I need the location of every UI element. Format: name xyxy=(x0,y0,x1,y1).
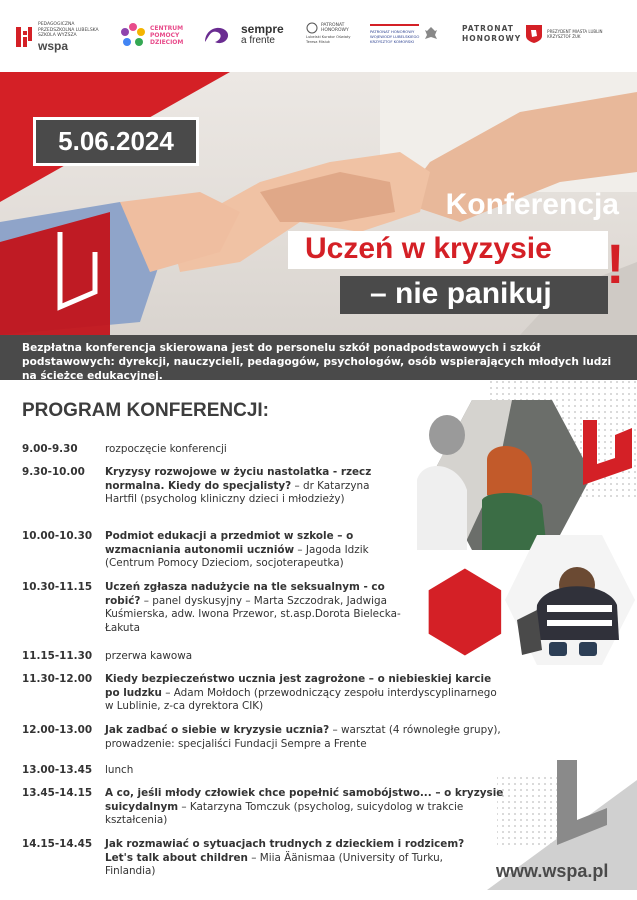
program-desc: rozpoczęcie konferencji xyxy=(105,443,227,455)
program-desc: – dr Katarzyna Hartfil (psycholog kliniczny dzieci i młodzieży) xyxy=(105,479,370,505)
cpd-line3: DZIECIOM xyxy=(150,38,184,46)
program-desc: – Katarzyna Tomczuk (psycholog, suicydolog w trakcie kształcenia) xyxy=(105,800,464,826)
cpd-line2: POMOCY xyxy=(150,31,180,39)
program-desc: – warsztat (4 równoległe grupy), prowadzenie: specjaliści Fundacji Sempre a Frente xyxy=(105,724,501,750)
title-konferencja: Konferencja xyxy=(445,188,619,221)
patronat2-line1: PATRONAT HONOROWY xyxy=(370,29,415,34)
program-desc: – panel dyskusyjny – Marta Szczodrak, Jadwiga Kuśmierska, adw. Iwona Przewor, st.asp.Dorota Bielecka-Łakuta xyxy=(105,594,401,634)
program-time: 10.30-11.15 xyxy=(22,581,93,593)
event-date: 5.06.2024 xyxy=(33,117,199,166)
patronat-kurator-logo xyxy=(306,22,352,44)
patronat3-sub2: KRZYSZTOF ŻUK xyxy=(547,34,581,39)
title-exclamation: ! xyxy=(606,232,625,295)
lublin-coat-icon xyxy=(525,24,543,44)
program-time: 14.15-14.45 xyxy=(22,838,93,850)
program-title-text: A co, jeśli młody człowiek chce popełnić samobójstwo... – o kryzysie suicydalnym xyxy=(105,787,504,813)
program-time: 11.15-11.30 xyxy=(22,650,93,662)
cpd-line1: CENTRUM xyxy=(150,24,184,32)
wspa-name: wspa xyxy=(38,38,69,53)
program-desc: – Adam Mołdoch (przewodniczący zespołu interdyscyplinarnego w Lublinie, z-ca dyrektora CIK) xyxy=(105,686,497,712)
patronat2-line3: KRZYSZTOF KOMORSKI xyxy=(370,39,414,44)
website-link[interactable]: www.wspa.pl xyxy=(496,861,609,881)
logo-strip xyxy=(0,0,637,72)
patronat1-line2: HONOROWY xyxy=(321,28,349,33)
patronat3-line2: HONOROWY xyxy=(462,34,522,43)
patronat-wojewoda-logo xyxy=(370,24,439,44)
patronat2-line2: WOJEWODY LUBELSKIEGO xyxy=(370,34,420,39)
sempre-line2: a frente xyxy=(241,35,275,46)
program-time: 13.45-14.15 xyxy=(22,787,93,799)
program-title: PROGRAM KONFERENCJI: xyxy=(22,400,270,421)
eagle-icon xyxy=(423,25,439,43)
sempre-logo xyxy=(203,24,284,46)
sempre-line1: sempre xyxy=(241,22,284,36)
program-time: 13.00-13.45 xyxy=(22,764,93,776)
title-uczen: Uczeń w kryzysie xyxy=(305,232,552,265)
program-title-text: Jak rozmawiać o sytuacjach trudnych z dzieckiem i rodzicem? Let's talk about children xyxy=(105,838,465,864)
sempre-swoosh-icon xyxy=(203,24,237,46)
program-desc: lunch xyxy=(105,764,134,776)
wspa-emblem-icon xyxy=(14,25,34,49)
patronat1-sub: Lubelski Kurator Oświaty Teresa Misiuk xyxy=(306,35,351,44)
program-desc: – Miia Äänismaa (University of Turku, Finlandia) xyxy=(105,851,443,877)
program-desc: – Jagoda Idzik (Centrum Pomocy Dzieciom, socjoterapeutka) xyxy=(105,543,369,569)
crest-icon xyxy=(306,22,318,34)
program-title-text: Kryzysy rozwojowe w życiu nastolatka - rzecz normalna. Kiedy do specjalisty? xyxy=(105,466,372,492)
info-band-text: Bezpłatna konferencja skierowana jest do personelu szkół ponadpodstawowych i szkół podstawowych: dyrekcji, nauczycieli, pedagogów, psychologów, osób wspierających młodych ludzi na ścieżce edukacyjnej. xyxy=(22,342,612,382)
program-title-text: Kiedy bezpieczeństwo ucznia jest zagrożone – o niebieskiej karcie po ludzku xyxy=(105,673,492,699)
program-title-text: Uczeń zgłasza nadużycie na tle seksualnym - co robić? xyxy=(105,581,385,607)
title-nie-panikuj: – nie panikuj xyxy=(370,277,552,310)
wspa-fullname: PEDAGOGICZNA PRZEDSZKOLNA LUBELSKA SZKOLA WYŻSZA xyxy=(38,22,99,38)
program-desc: przerwa kawowa xyxy=(105,650,193,662)
flower-icon xyxy=(120,22,146,48)
program-title-text: Podmiot edukacji a przedmiot w szkole – o wzmacniania autonomii uczniów xyxy=(105,530,354,556)
patronat3-line1: PATRONAT xyxy=(462,24,514,33)
program-time: 9.30-10.00 xyxy=(22,466,85,478)
program-time: 11.30-12.00 xyxy=(22,673,93,685)
program-time: 12.00-13.00 xyxy=(22,724,93,736)
program-time: 9.00-9.30 xyxy=(22,443,78,455)
program-title-text: Jak zadbać o siebie w kryzysie ucznia? xyxy=(105,724,330,736)
wspa-logo xyxy=(14,22,102,53)
patronat1-line1: PATRONAT xyxy=(321,22,345,28)
cpd-logo xyxy=(120,22,183,48)
patronat3-sub1: PREZYDENT MIASTA LUBLIN xyxy=(547,29,603,34)
program-time: 10.00-10.30 xyxy=(22,530,93,542)
patronat-prezydent-logo xyxy=(462,24,603,44)
